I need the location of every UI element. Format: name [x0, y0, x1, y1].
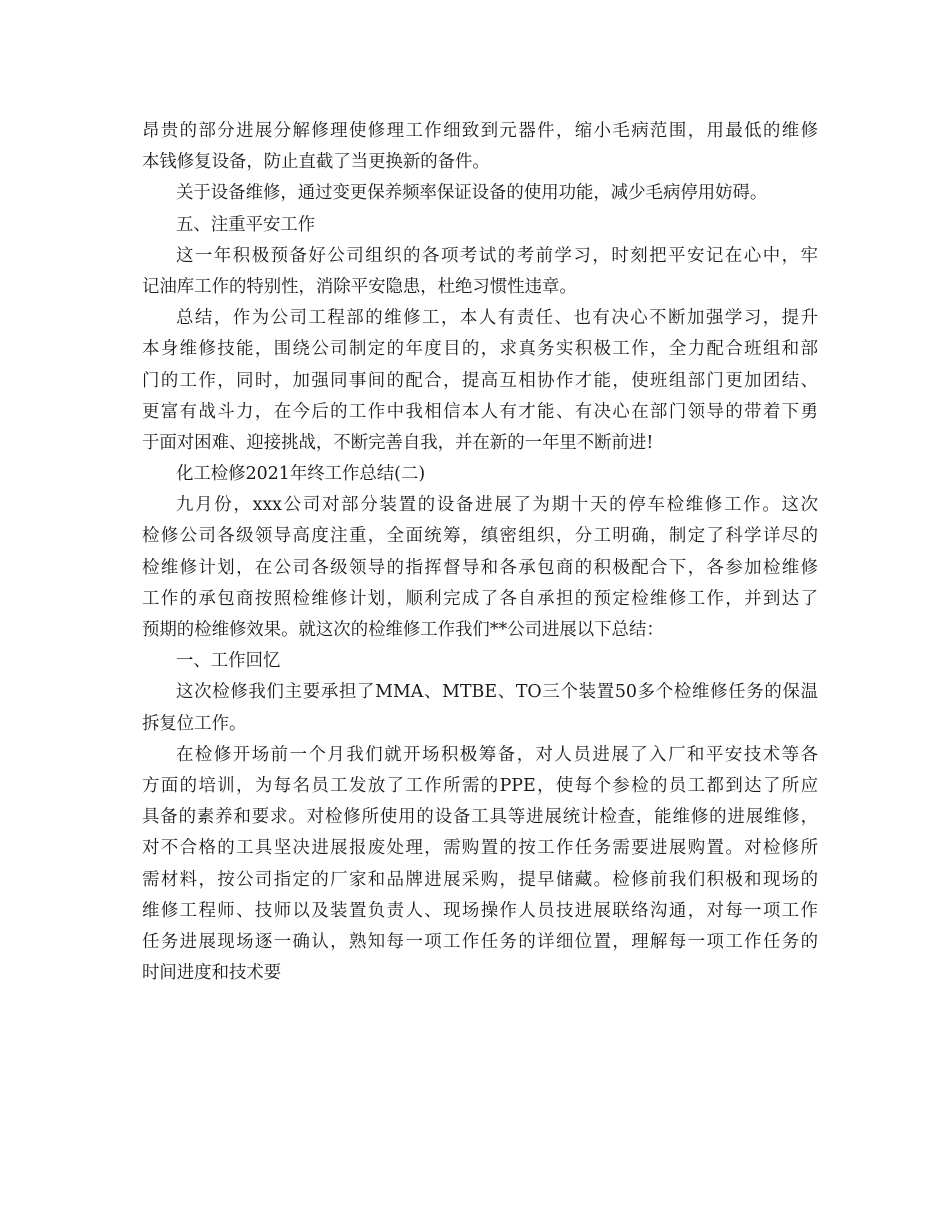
text-line: 时间进度和技术要	[142, 963, 282, 984]
text-line: 本身维修技能，围绕公司制定的年度目的，求真务实积极工作，全力配合班组和部	[142, 339, 818, 360]
text-line: 任务进展现场逐一确认，熟知每一项工作任务的详细位置，理解每一项工作任务的	[142, 931, 818, 952]
section-heading: 一、工作回忆	[176, 651, 281, 672]
text-line: 需材料，按公司指定的厂家和品牌进展采购，提早储藏。检修前我们积极和现场的	[142, 869, 818, 890]
text-line: 拆复位工作。	[142, 713, 247, 734]
text-line: 记油库工作的特别性，消除平安隐患，杜绝习惯性违章。	[142, 276, 577, 297]
section-heading: 五、注重平安工作	[176, 214, 316, 235]
document-title: 化工检修2021年终工作总结(二)	[176, 464, 426, 485]
text-line: 总结，作为公司工程部的维修工，本人有责任、也有决心不断加强学习，提升	[176, 308, 818, 329]
text-line: 这一年积极预备好公司组织的各项考试的考前学习，时刻把平安记在心中，牢	[176, 245, 818, 266]
text-line: 昂贵的部分进展分解修理使修理工作细致到元器件，缩小毛病范围，用最低的维修	[142, 121, 818, 141]
text-line: 方面的培训，为每名员工发放了工作所需的PPE，使每个参检的员工都到达了所应	[142, 775, 818, 796]
text-line: 本钱修复设备，防止直截了当更换新的备件。	[142, 152, 490, 173]
text-line: 于面对困难、迎接挑战，不断完善自我，并在新的一年里不断前进!	[142, 432, 654, 453]
text-line: 九月份，xxx公司对部分装置的设备进展了为期十天的停车检维修工作。这次	[176, 495, 818, 516]
text-line: 预期的检维修效果。就这次的检维修工作我们**公司进展以下总结：	[142, 620, 664, 640]
text-line: 检修公司各级领导高度注重，全面统筹，缜密组织，分工明确，制定了科学详尽的	[142, 526, 818, 547]
text-line: 具备的素养和要求。对检修所使用的设备工具等进展统计检查，能维修的进展维修，	[142, 807, 818, 828]
text-line: 维修工程师、技师以及装置负责人、现场操作人员技进展联络沟通，对每一项工作	[142, 900, 818, 921]
text-line: 门的工作，同时，加强同事间的配合，提高互相协作才能，使班组部门更加团结、	[142, 370, 818, 391]
text-line: 对不合格的工具坚决进展报废处理，需购置的按工作任务需要进展购置。对检修所	[142, 838, 818, 859]
document-body	[142, 116, 818, 989]
text-line: 工作的承包商按照检维修计划，顺利完成了各自承担的预定检维修工作，并到达了	[142, 588, 818, 609]
text-line: 检维修计划，在公司各级领导的指挥督导和各承包商的积极配合下，各参加检维修	[142, 557, 818, 578]
text-line: 更富有战斗力，在今后的工作中我相信本人有才能、有决心在部门领导的带着下勇	[142, 401, 818, 422]
text-line: 这次检修我们主要承担了MMA、MTBE、TO三个装置50多个检维修任务的保温	[176, 682, 818, 703]
text-line: 关于设备维修，通过变更保养频率保证设备的使用功能，减少毛病停用妨碍。	[176, 183, 768, 204]
text-line: 在检修开场前一个月我们就开场积极筹备，对人员进展了入厂和平安技术等各	[176, 744, 818, 765]
